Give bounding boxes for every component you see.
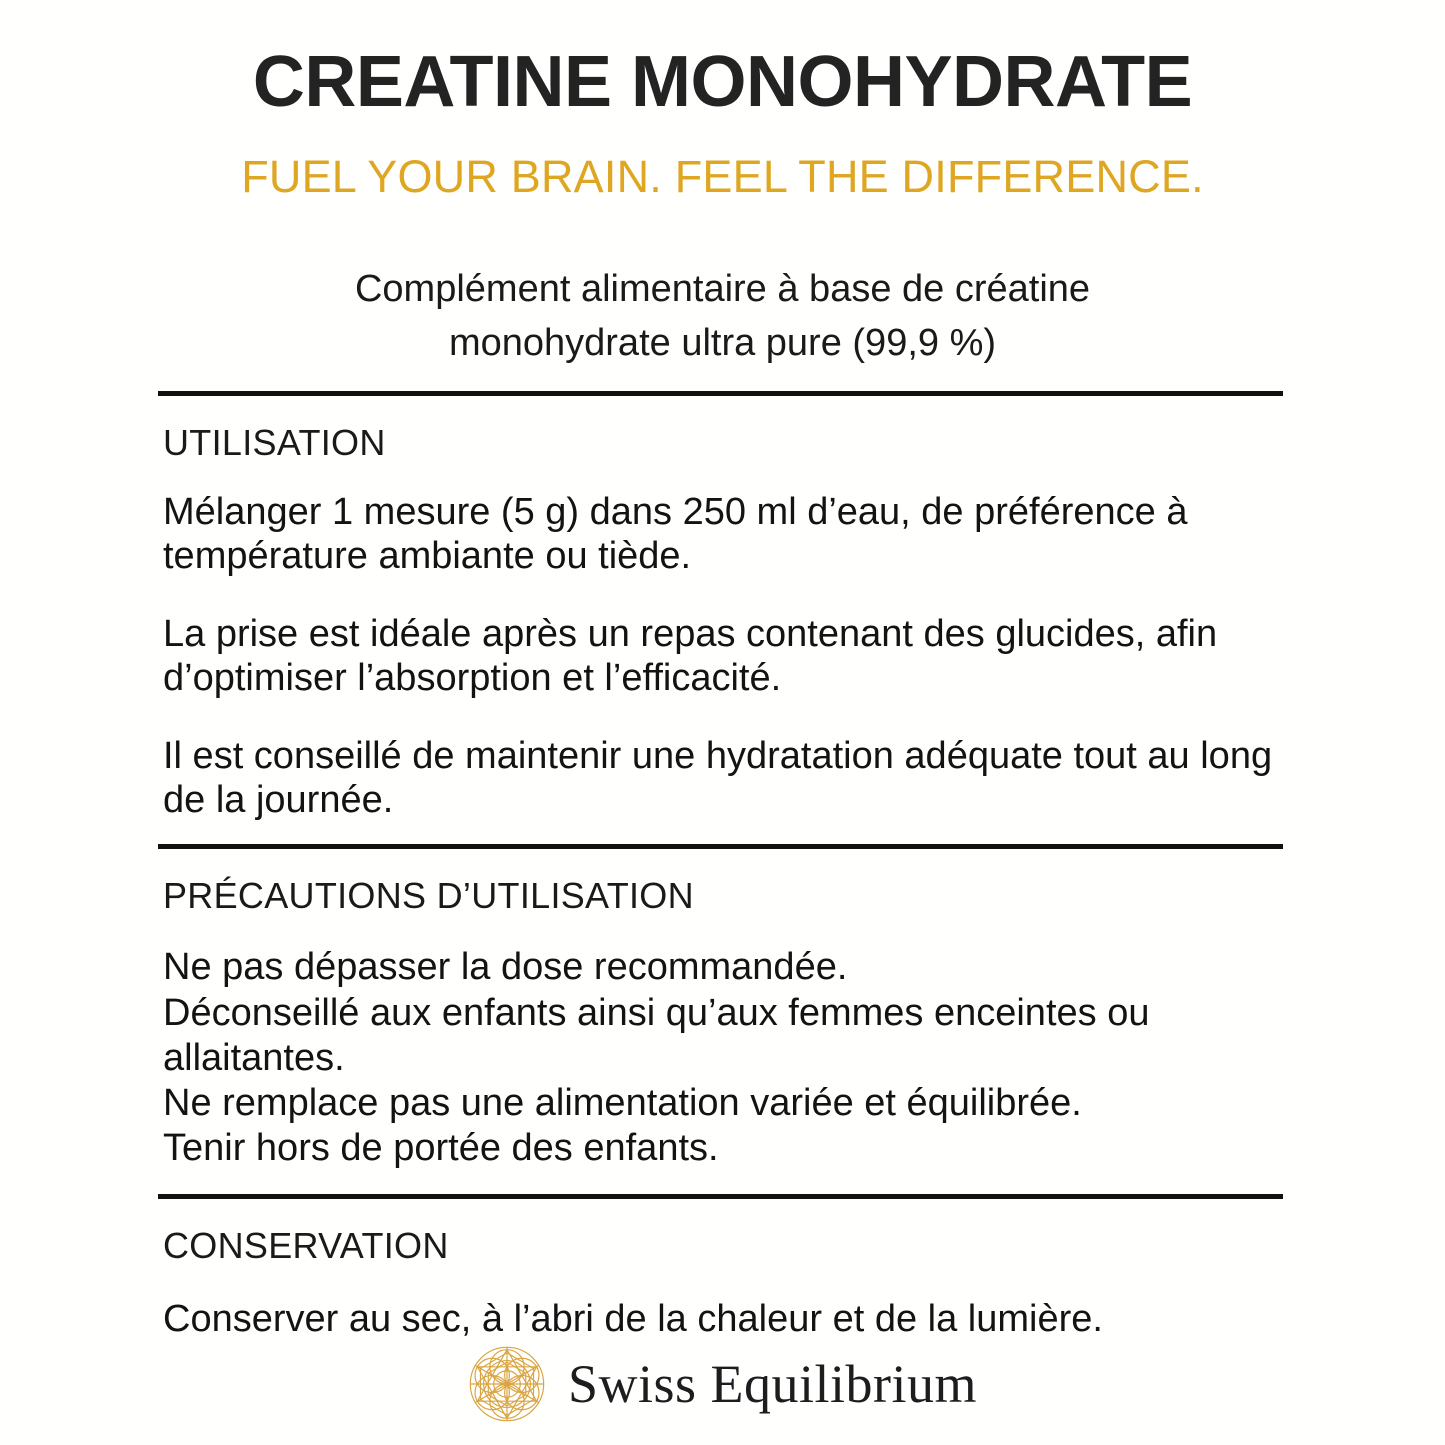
mandala-geometry-icon bbox=[468, 1345, 546, 1423]
brand-name: Swiss Equilibrium bbox=[567, 1354, 978, 1414]
utilisation-paragraph-1: Mélanger 1 mesure (5 g) dans 250 ml d’eau, de préférence à température ambiante ou tiède. bbox=[163, 490, 1188, 577]
conservation-paragraph-1: Conserver au sec, à l’abri de la chaleur et de la lumière. bbox=[163, 1298, 1103, 1341]
precautions-line-3: Ne remplace pas une alimentation variée et équilibrée. bbox=[163, 1082, 1082, 1125]
section-heading-utilisation: UTILISATION bbox=[163, 421, 386, 463]
label-header bbox=[0, 0, 1445, 202]
utilisation-paragraph-3: Il est conseillé de maintenir une hydratation adéquate tout au long de la journée. bbox=[163, 735, 1273, 822]
brand-footer bbox=[0, 1345, 1445, 1423]
precautions-line-1: Ne pas dépasser la dose recommandée. bbox=[163, 946, 848, 989]
page-title: CREATINE MONOHYDRATE bbox=[252, 42, 1193, 122]
section-body-precautions bbox=[163, 917, 1295, 1179]
section-body-conservation bbox=[163, 1267, 1295, 1341]
precautions-line-4: Tenir hors de portée des enfants. bbox=[163, 1127, 719, 1170]
section-precautions bbox=[0, 849, 1445, 1179]
utilisation-paragraph-2: La prise est idéale après un repas contenant des glucides, afin d’optimiser l’absorption et l’efficacité. bbox=[163, 613, 1218, 700]
section-heading-conservation: CONSERVATION bbox=[163, 1225, 449, 1267]
section-conservation bbox=[0, 1199, 1445, 1341]
description-line-2: monohydrate ultra pure (99,9 %) bbox=[448, 321, 997, 364]
section-heading-precautions: PRÉCAUTIONS D’UTILISATION bbox=[163, 875, 694, 917]
product-tagline: FUEL YOUR BRAIN. FEEL THE DIFFERENCE. bbox=[241, 151, 1204, 202]
section-utilisation bbox=[0, 396, 1445, 828]
product-description bbox=[0, 199, 1445, 371]
precautions-line-2: Déconseillé aux enfants ainsi qu’aux femmes enceintes ou allaitantes. bbox=[163, 991, 1150, 1079]
description-line-1: Complément alimentaire à base de créatine bbox=[354, 268, 1091, 310]
section-body-utilisation bbox=[163, 464, 1295, 828]
